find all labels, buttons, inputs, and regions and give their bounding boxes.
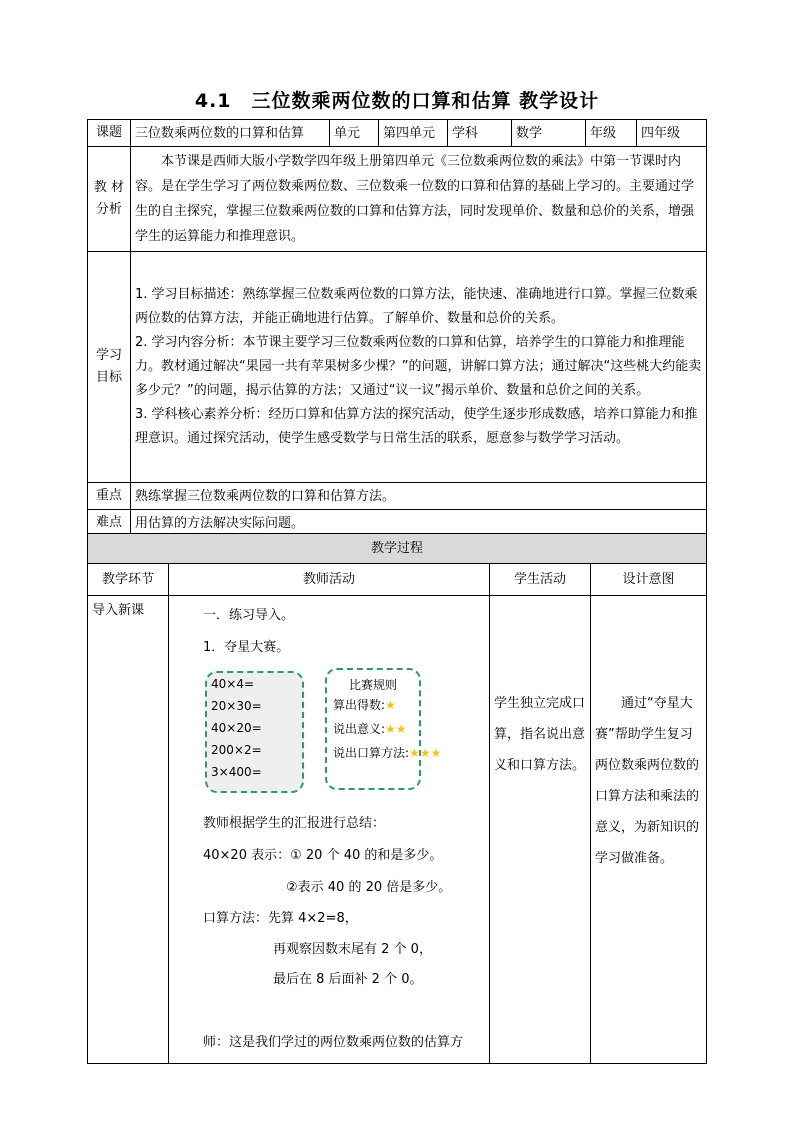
course-label: 课题 — [88, 120, 131, 147]
method-line: 再观察因数末尾有 2 个 0， — [273, 942, 432, 957]
activity-item: 1．夺星大赛。 — [203, 640, 290, 655]
rule-item: 算出得数: — [333, 698, 386, 712]
info-table — [87, 119, 707, 537]
exercise-item: 20×30= — [211, 699, 262, 713]
process-header: 教学过程 — [88, 534, 707, 564]
analysis-label: 教 材 分析 — [88, 147, 131, 252]
rules-box — [325, 668, 442, 790]
col-design: 设计意图 — [591, 564, 707, 596]
grade-label: 年级 — [586, 120, 637, 147]
method-line: 口算方法：先算 4×2=8， — [203, 911, 358, 926]
subject-label: 学科 — [448, 120, 512, 147]
exercise-item: 3×400= — [211, 765, 262, 779]
exercise-box — [205, 671, 304, 793]
summary-text: 教师根据学生的汇报进行总结： — [203, 816, 386, 831]
analysis-text: 本节课是西师大版小学数学四年级上册第四单元《三位数乘两位数的乘法》中第一节课时内容。是在学生学习了两位数乘两位数、三位数乘一位数的口算和估算的基础上学习的。主要通过学生的自主探究，掌握三位数乘两位数的口算和估算方法，同时发现单价、数量和总价的关系，增强学生的运算能力和推理意识。 — [131, 147, 707, 252]
unit-label: 单元 — [330, 120, 379, 147]
design-intent: 通过“夺星大赛”帮助学生复习两位数乘两位数的口算方法和乘法的意义，为新知识的学习做准备。 — [591, 596, 707, 1064]
col-teacher: 教师活动 — [169, 564, 490, 596]
key-point-text: 熟练掌握三位数乘两位数的口算和估算方法。 — [131, 483, 707, 510]
unit-value: 第四单元 — [379, 120, 448, 147]
rules-title: 比赛规则 — [348, 678, 397, 692]
section-heading: 一．练习导入。 — [203, 608, 295, 623]
rule-item: 说出口算方法: — [333, 746, 410, 760]
star-icon: ★★ — [385, 722, 407, 736]
teacher-line: 师：这是我们学过的两位数乘两位数的估算方 — [203, 1035, 464, 1050]
grade-value: 四年级 — [637, 120, 707, 147]
col-stage: 教学环节 — [88, 564, 169, 596]
method-line: 最后在 8 后面补 2 个 0。 — [273, 972, 423, 987]
col-student: 学生活动 — [490, 564, 591, 596]
goal-item: 3. 学科核心素养分析：经历口算和估算方法的探究活动，使学生逐步形成数感，培养口算能力和推理意识。通过探究活动，使学生感受数学与日常生活的联系，愿意参与数学学习活动。 — [135, 407, 698, 446]
goal-item: 2. 学习内容分析：本节课主要学习三位数乘两位数的口算和估算，培养学生的口算能力和推理能力。教材通过解决“果园一共有苹果树多少棵？”的问题，讲解口算方法；通过解决“这些桃大约能卖多少元？”的问题，揭示估算的方法；又通过“议一议”揭示单价、数量和总价之间的关系。 — [135, 335, 702, 398]
meaning-line: 40×20 表示：① 20 个 40 的和是多少。 — [203, 848, 443, 863]
difficulty-label: 难点 — [88, 510, 131, 537]
meaning-line: ②表示 40 的 20 倍是多少。 — [286, 880, 452, 895]
course-value: 三位数乘两位数的口算和估算 — [131, 120, 330, 147]
stage-cell: 导入新课 — [88, 596, 169, 1064]
exercise-item: 40×4= — [211, 677, 255, 691]
star-icon: ★ — [385, 698, 396, 712]
student-activity: 学生独立完成口算，指名说出意义和口算方法。 — [490, 596, 591, 1064]
exercise-item: 40×20= — [211, 721, 262, 735]
goal-item: 1. 学习目标描述：熟练掌握三位数乘两位数的口算方法，能快速、准确地进行口算。掌握三位数乘两位数的估算方法，并能正确地进行估算。了解单价、数量和总价的关系。 — [135, 287, 698, 326]
exercise-item: 200×2= — [211, 743, 262, 757]
document-title: 4.1 三位数乘两位数的口算和估算 教学设计 — [194, 90, 600, 112]
key-point-label: 重点 — [88, 483, 131, 510]
star-icon: ★★★ — [409, 746, 442, 760]
difficulty-text: 用估算的方法解决实际问题。 — [131, 510, 707, 537]
rule-item: 说出意义: — [333, 722, 386, 736]
goals-label: 学习 目标 — [88, 252, 131, 483]
subject-value: 数学 — [512, 120, 586, 147]
